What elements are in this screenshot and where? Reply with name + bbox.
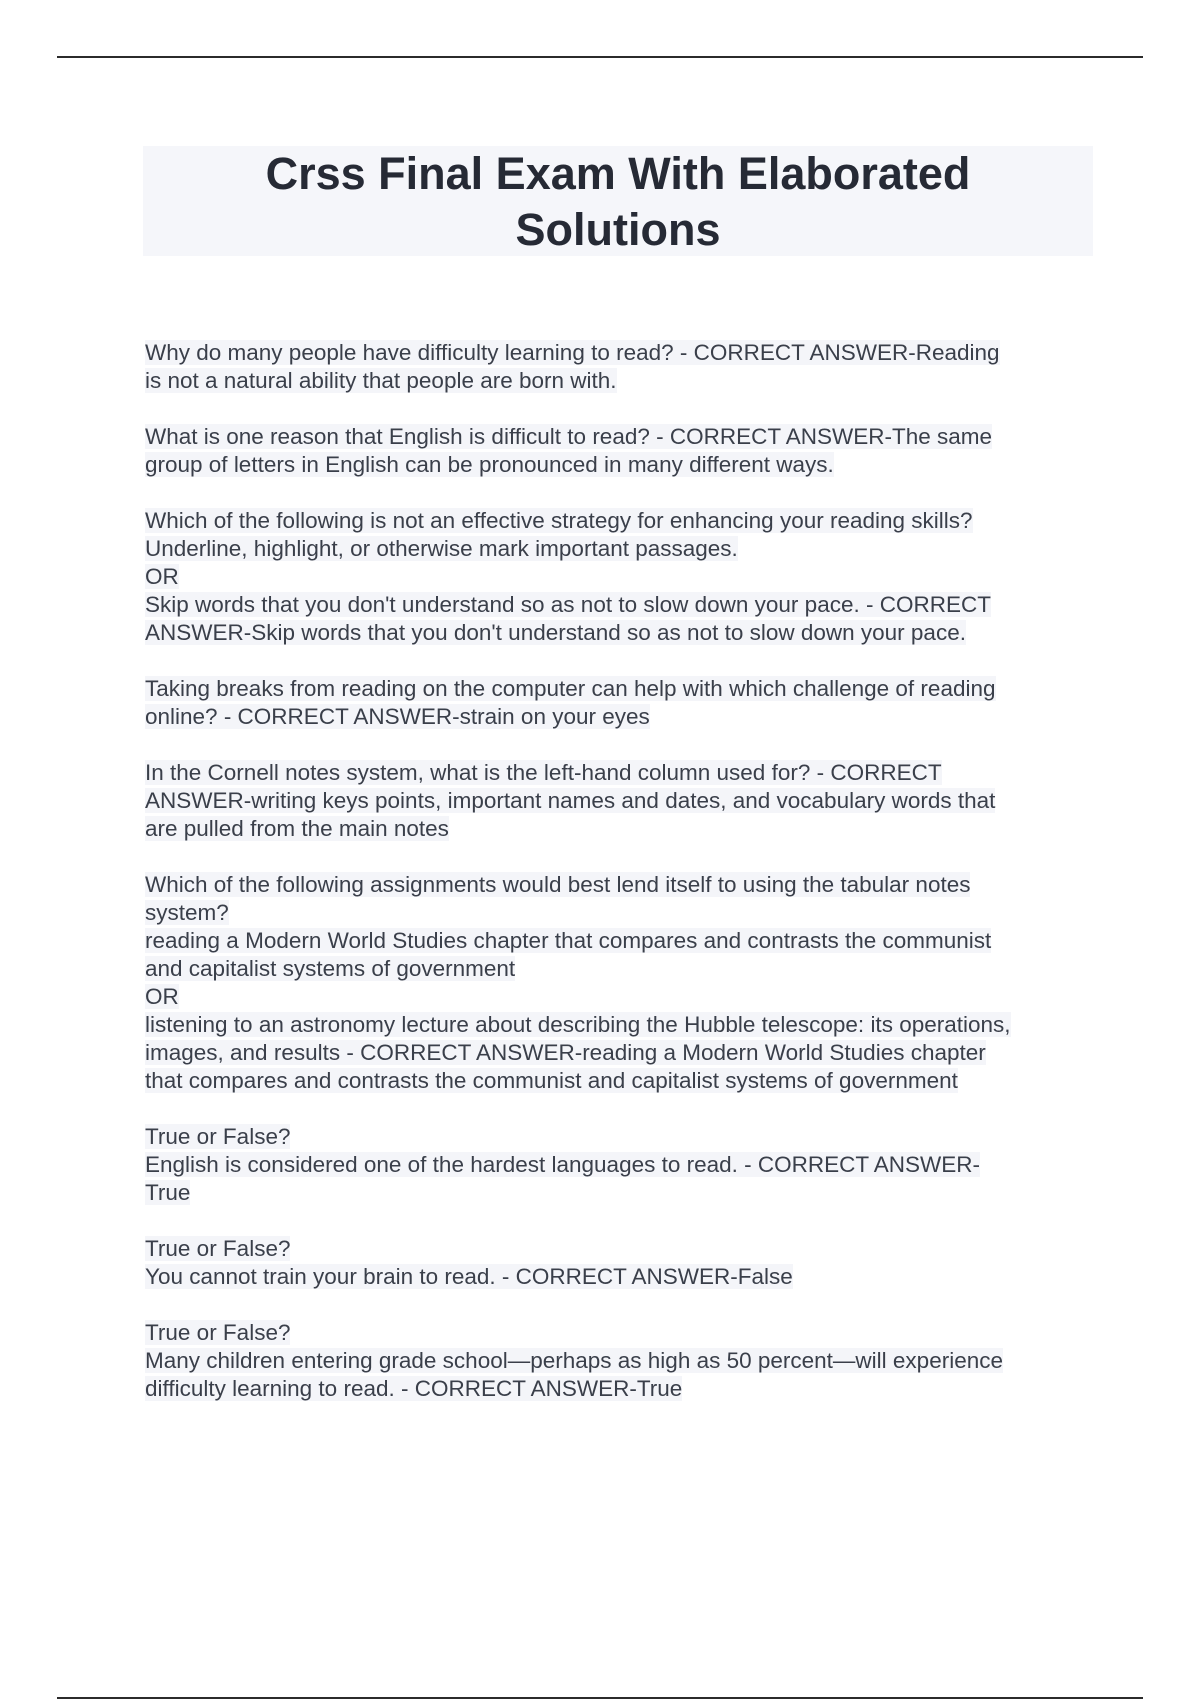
qa-line-text: images, and results - CORRECT ANSWER-reading a Modern World Studies chapter — [145, 1040, 986, 1065]
qa-line — [145, 1235, 1095, 1263]
qa-line — [145, 871, 1095, 899]
qa-line — [145, 787, 1095, 815]
qa-line — [145, 1263, 1095, 1291]
qa-line-text: English is considered one of the hardest languages to read. - CORRECT ANSWER- — [145, 1152, 980, 1177]
qa-item — [145, 423, 1095, 479]
qa-line-text: is not a natural ability that people are born with. — [145, 368, 617, 393]
qa-line — [145, 1039, 1095, 1067]
qa-line-text: difficulty learning to read. - CORRECT ANSWER-True — [145, 1376, 683, 1401]
qa-line — [145, 1319, 1095, 1347]
bottom-rule — [57, 1697, 1143, 1699]
qa-line-text: ANSWER-writing keys points, important names and dates, and vocabulary words that — [145, 788, 996, 813]
qa-line-text: Taking breaks from reading on the computer can help with which challenge of reading — [145, 676, 996, 701]
qa-line-text: Underline, highlight, or otherwise mark important passages. — [145, 536, 738, 561]
top-rule — [57, 56, 1143, 58]
qa-line — [145, 535, 1095, 563]
qa-line-text: ANSWER-Skip words that you don't understand so as not to slow down your pace. — [145, 620, 966, 645]
qa-line-text: True or False? — [145, 1320, 291, 1345]
qa-line — [145, 367, 1095, 395]
qa-line-text: and capitalist systems of government — [145, 956, 516, 981]
qa-line — [145, 675, 1095, 703]
qa-line-text: True or False? — [145, 1236, 291, 1261]
qa-line-text: system? — [145, 900, 229, 925]
title-line-2: Solutions — [515, 204, 721, 255]
qa-line — [145, 1179, 1095, 1207]
qa-line — [145, 1123, 1095, 1151]
page-title — [143, 146, 1093, 258]
qa-line-text: Skip words that you don't understand so as not to slow down your pace. - CORRECT — [145, 592, 991, 617]
qa-line — [145, 927, 1095, 955]
qa-line-text: group of letters in English can be pronounced in many different ways. — [145, 452, 834, 477]
qa-line-text: Which of the following assignments would best lend itself to using the tabular notes — [145, 872, 971, 897]
qa-item — [145, 871, 1095, 1095]
qa-item — [145, 1235, 1095, 1291]
qa-list — [145, 339, 1095, 1431]
qa-line-text: are pulled from the main notes — [145, 816, 449, 841]
qa-item — [145, 675, 1095, 731]
qa-line — [145, 955, 1095, 983]
title-line-1: Crss Final Exam With Elaborated — [265, 148, 971, 199]
qa-line — [145, 619, 1095, 647]
qa-line-text: Many children entering grade school—perhaps as high as 50 percent—will experience — [145, 1348, 1003, 1373]
qa-line — [145, 339, 1095, 367]
qa-line — [145, 815, 1095, 843]
qa-line — [145, 1151, 1095, 1179]
qa-item — [145, 1319, 1095, 1403]
title-banner — [143, 146, 1093, 256]
qa-line-text: listening to an astronomy lecture about describing the Hubble telescope: its operations, — [145, 1012, 1011, 1037]
qa-line — [145, 1347, 1095, 1375]
qa-line-text: that compares and contrasts the communist and capitalist systems of government — [145, 1068, 958, 1093]
qa-line-text: Why do many people have difficulty learning to read? - CORRECT ANSWER-Reading — [145, 340, 1000, 365]
qa-line — [145, 563, 1095, 591]
qa-line-text: OR — [145, 984, 179, 1009]
qa-item — [145, 507, 1095, 647]
qa-line — [145, 983, 1095, 1011]
qa-line — [145, 899, 1095, 927]
qa-line-text: True or False? — [145, 1124, 291, 1149]
qa-item — [145, 339, 1095, 395]
qa-item — [145, 759, 1095, 843]
qa-line — [145, 451, 1095, 479]
qa-line — [145, 759, 1095, 787]
qa-line — [145, 423, 1095, 451]
qa-line-text: You cannot train your brain to read. - CORRECT ANSWER-False — [145, 1264, 793, 1289]
qa-line-text: What is one reason that English is difficult to read? - CORRECT ANSWER-The same — [145, 424, 993, 449]
qa-line — [145, 703, 1095, 731]
qa-line — [145, 1375, 1095, 1403]
qa-line-text: reading a Modern World Studies chapter that compares and contrasts the communist — [145, 928, 992, 953]
qa-line-text: True — [145, 1180, 191, 1205]
qa-line-text: online? - CORRECT ANSWER-strain on your eyes — [145, 704, 650, 729]
qa-line-text: Which of the following is not an effective strategy for enhancing your reading skills? — [145, 508, 973, 533]
qa-line-text: OR — [145, 564, 179, 589]
qa-item — [145, 1123, 1095, 1207]
qa-line — [145, 1011, 1095, 1039]
qa-line — [145, 1067, 1095, 1095]
qa-line — [145, 507, 1095, 535]
qa-line-text: In the Cornell notes system, what is the left-hand column used for? - CORRECT — [145, 760, 942, 785]
qa-line — [145, 591, 1095, 619]
